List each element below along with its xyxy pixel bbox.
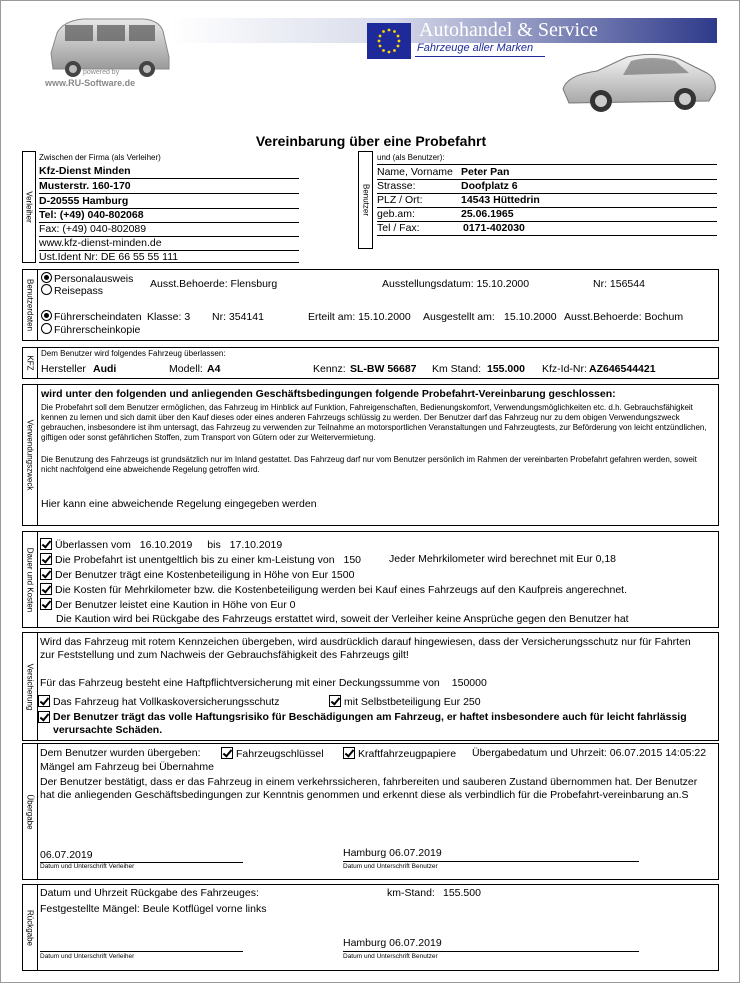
liability-text: Der Benutzer trägt das volle Haftungsrisiko für Beschädigungen am Fahrzeug, er haftet insbesondere auch für leicht fahrlässig verursachte Schäden.	[53, 711, 687, 736]
return-side-label: Rückgabe	[23, 885, 38, 970]
radio-license-copy[interactable]: Führerscheinkopie	[41, 323, 140, 336]
powered-by: powered by	[83, 69, 120, 76]
handover-defects: Mängel am Fahrzeug bei Übernahme	[40, 761, 214, 773]
purpose-heading: wird unter den folgenden und anliegenden Geschäftsbedingungen folgende Probefahrt-Vereinbarung geschlossen:	[41, 388, 616, 400]
lender-intro: Zwischen der Firma (als Verleiher)	[39, 153, 161, 162]
row-papers[interactable]: Kraftfahrzeugpapiere	[343, 747, 456, 760]
purpose-text-2: Die Benutzung des Fahrzeugs ist grundsätzlich nur im Inland gestattet. Das Fahrzeug darf nur vom Benutzer persönlich im Rahmen der vereinbarten Probefahrt gefahren werden, soweit nicht nachfolgend eine abweichende Regelung getroffen wird.	[41, 455, 697, 474]
row-credit[interactable]: Die Kosten für Mehrkilometer bzw. die Kostenbeteiligung werden bei Kauf eines Fahrzeugs auf den Kaufpreis angerechnet.	[40, 583, 627, 596]
row-free-km[interactable]: Die Probefahrt ist unentgeltlich bis zu einer km-Leistung von 150	[40, 553, 361, 566]
license-issued-label: Ausgestellt am:	[423, 311, 495, 323]
return-km-label: km-Stand:	[387, 887, 435, 899]
return-defects: Festgestellte Mängel: Beule Kotflügel vorne links	[40, 903, 267, 915]
purpose-custom[interactable]: Hier kann eine abweichende Regelung eingegeben werden	[41, 498, 317, 510]
user-city: 14543 Hüttedrin	[461, 194, 540, 206]
user-side-label: Benutzer	[358, 151, 373, 249]
return-km: 155.500	[443, 887, 481, 899]
user-phone-label: Tel / Fax:	[377, 222, 420, 234]
row-comprehensive[interactable]: Das Fahrzeug hat Vollkaskoversicherungsschutz	[38, 695, 279, 708]
free-km-checkbox[interactable]	[40, 553, 52, 565]
extra-km: Jeder Mehrkilometer wird berechnet mit Eur 0,18	[389, 553, 617, 565]
maker: Audi	[93, 363, 117, 375]
insurance-text-1: Wird das Fahrzeug mit rotem Kennzeichen übergeben, wird ausdrücklich darauf hingewiesen, dass der Versicherungsschutz nur für Fahrten zur Feststellung und zum Nachweis der Gebrauchsfähigkeit des Fahrzeugs gilt!	[40, 636, 691, 661]
user-dob: 25.06.1965	[461, 208, 514, 220]
lender-fax: Fax: (+49) 040-802089	[39, 223, 147, 235]
software-url: www.RU-Software.de	[45, 78, 136, 88]
handover-intro: Dem Benutzer wurden übergeben:	[40, 747, 201, 759]
license-issued: 15.10.2000	[504, 311, 557, 323]
radio-passport[interactable]: Reisepass	[41, 284, 103, 297]
lender-web: www.kfz-dienst-minden.de	[39, 237, 162, 249]
lender-vat: Ust.Ident Nr: DE 66 55 55 111	[39, 251, 179, 263]
user-intro: und (als Benutzer):	[377, 153, 445, 162]
radio-id-card[interactable]: Personalausweis	[41, 272, 133, 285]
handover-sig-right-caption: Datum und Unterschrift Benutzer	[343, 863, 438, 870]
model-label: Modell:	[169, 363, 203, 375]
insurance-text-2: Für das Fahrzeug besteht eine Haftpflichtversicherung mit einer Deckungssumme von 150000	[40, 677, 487, 689]
km-label: Km Stand:	[432, 363, 482, 375]
row-liability[interactable]	[38, 711, 53, 724]
deposit-checkbox[interactable]	[40, 598, 52, 610]
row-deposit[interactable]: Der Benutzer leistet eine Kaution in Höhe von Eur 0	[40, 598, 295, 611]
user-data-section	[22, 269, 719, 341]
authority-2: Ausst.Behoerde: Bochum	[564, 311, 684, 323]
user-name-label: Name, Vorname	[377, 166, 453, 178]
handover-side-label: Übergabe	[23, 744, 38, 879]
user-street: Doofplatz 6	[461, 180, 518, 192]
return-datetime: Datum und Uhrzeit Rückgabe des Fahrzeuges:	[40, 887, 259, 899]
parties-section	[22, 151, 717, 263]
deposit-note: Die Kaution wird bei Rückgabe des Fahrzeugs erstattet wird, soweit der Verleiher keine Ansprüche gegen den Benutzer hat	[56, 613, 629, 625]
vin-label: Kfz-Id-Nr:	[542, 363, 587, 375]
company-name: Autohandel & Service	[419, 19, 598, 41]
duration-side-label: Dauer und Kosten	[23, 532, 38, 627]
tagline-underline	[415, 56, 545, 57]
lender-name: Kfz-Dienst Minden	[39, 165, 131, 177]
liability-checkbox[interactable]	[38, 711, 50, 723]
vehicle-side-label: KFZ	[23, 348, 38, 378]
row-cost-share[interactable]: Der Benutzer trägt eine Kostenbeteiligung in Höhe von Eur 1500	[40, 568, 354, 581]
period-checkbox[interactable]	[40, 538, 52, 550]
comprehensive-checkbox[interactable]	[38, 695, 50, 707]
eu-flag-icon	[367, 23, 411, 59]
lender-phone: Tel: (+49) 040-802068	[39, 209, 144, 221]
id-number: Nr: 156544	[593, 278, 645, 290]
credit-checkbox[interactable]	[40, 583, 52, 595]
handover-section	[22, 743, 719, 880]
return-sig-left-caption: Datum und Unterschrift Verleiher	[40, 953, 135, 960]
license-class: Klasse: 3	[147, 311, 191, 323]
row-deductible[interactable]: mit Selbstbeteiligung Eur 250	[329, 695, 481, 708]
handover-datetime: Übergabedatum und Uhrzeit: 06.07.2015 14:05:22	[472, 747, 707, 759]
return-section	[22, 884, 719, 971]
papers-checkbox[interactable]	[343, 747, 355, 759]
authority-1: Ausst.Behoerde: Flensburg	[150, 278, 278, 290]
radio-license[interactable]: Führerscheindaten	[41, 310, 142, 323]
return-sig-right[interactable]: Hamburg 06.07.2019	[343, 937, 442, 949]
insurance-side-label: Versicherung	[23, 633, 38, 740]
purpose-text-1: Die Probefahrt soll dem Benutzer ermöglichen, das Fahrzeug im Hinblick auf Funktion, Fahreigenschaften, Bedienungskomfort, Verwendungsmöglichkeiten etc. d.h. Gebrauchsfähigkeit kennen zu lernen und sich damit über den Kauf dieses oder eines anderen Fahrzeugs schlüssig zu werden. Der Benutzer darf das Fahrzeug nur zu dem obigen Verwendungszweck gebrauchen, insbesondere ist ihm untersagt, das Fahrzeug zu verwenden zur Teilnahme an motorsportlichen Veranstaltungen und Fahrzeugtests, zur Beförderung von leicht entzündlichen, giftigen oder sonst gefährlichen Stoffen, zum Transport von Gütern oder zur Weitervermietung.	[41, 403, 707, 442]
user-city-label: PLZ / Ort:	[377, 194, 423, 206]
user-dob-label: geb.am:	[377, 208, 415, 220]
duration-section	[22, 531, 719, 628]
keys-checkbox[interactable]	[221, 747, 233, 759]
user-phone: 0171-402030	[463, 222, 525, 234]
handover-sig-right[interactable]: Hamburg 06.07.2019	[343, 847, 442, 859]
deductible-checkbox[interactable]	[329, 695, 341, 707]
lender-city: D-20555 Hamburg	[39, 195, 129, 207]
row-keys[interactable]: Fahrzeugschlüssel	[221, 747, 324, 760]
car-image	[557, 45, 719, 117]
maker-label: Hersteller	[41, 363, 86, 375]
vehicle-intro: Dem Benutzer wird folgendes Fahrzeug überlassen:	[41, 349, 226, 358]
cost-share-checkbox[interactable]	[40, 568, 52, 580]
user-data-side-label: Benutzerdaten	[23, 270, 38, 340]
plate-label: Kennz:	[313, 363, 346, 375]
return-sig-right-caption: Datum und Unterschrift Benutzer	[343, 953, 438, 960]
handover-confirm: Der Benutzer bestätigt, dass er das Fahrzeug in einem verkehrssicheren, fahrbereiten und sauberen Zustand übernommen hat. Der Benutzer hat die anliegenden Geschäftsbedingungen zur Kenntnis genommen und erkennt diese als verbindlich für die Probefahrt-vereinbarung an.S	[40, 776, 698, 801]
vehicle-section	[22, 347, 719, 379]
page-title: Vereinbarung über eine Probefahrt	[255, 133, 487, 149]
user-name: Peter Pan	[461, 166, 510, 178]
license-number: Nr: 354141	[212, 311, 264, 323]
user-street-label: Strasse:	[377, 180, 416, 192]
km-value: 155.000	[487, 363, 525, 375]
tagline: Fahrzeuge aller Marken	[417, 42, 534, 54]
model: A4	[207, 363, 221, 375]
handover-sig-left[interactable]: 06.07.2019	[40, 849, 93, 861]
lender-side-label: Verleiher	[22, 151, 36, 263]
lender-street: Musterstr. 160-170	[39, 180, 131, 192]
handover-sig-left-caption: Datum und Unterschrift Verleiher	[40, 863, 135, 870]
issue-date: Ausstellungsdatum: 15.10.2000	[382, 278, 530, 290]
purpose-section	[22, 384, 719, 526]
vin: AZ646544421	[589, 363, 656, 375]
license-granted: Erteilt am: 15.10.2000	[308, 311, 411, 323]
row-period[interactable]: Überlassen vom 16.10.2019 bis 17.10.2019	[40, 538, 282, 551]
purpose-side-label: Verwendungszweck	[23, 385, 38, 525]
insurance-section	[22, 632, 719, 741]
plate: SL-BW 56687	[350, 363, 417, 375]
